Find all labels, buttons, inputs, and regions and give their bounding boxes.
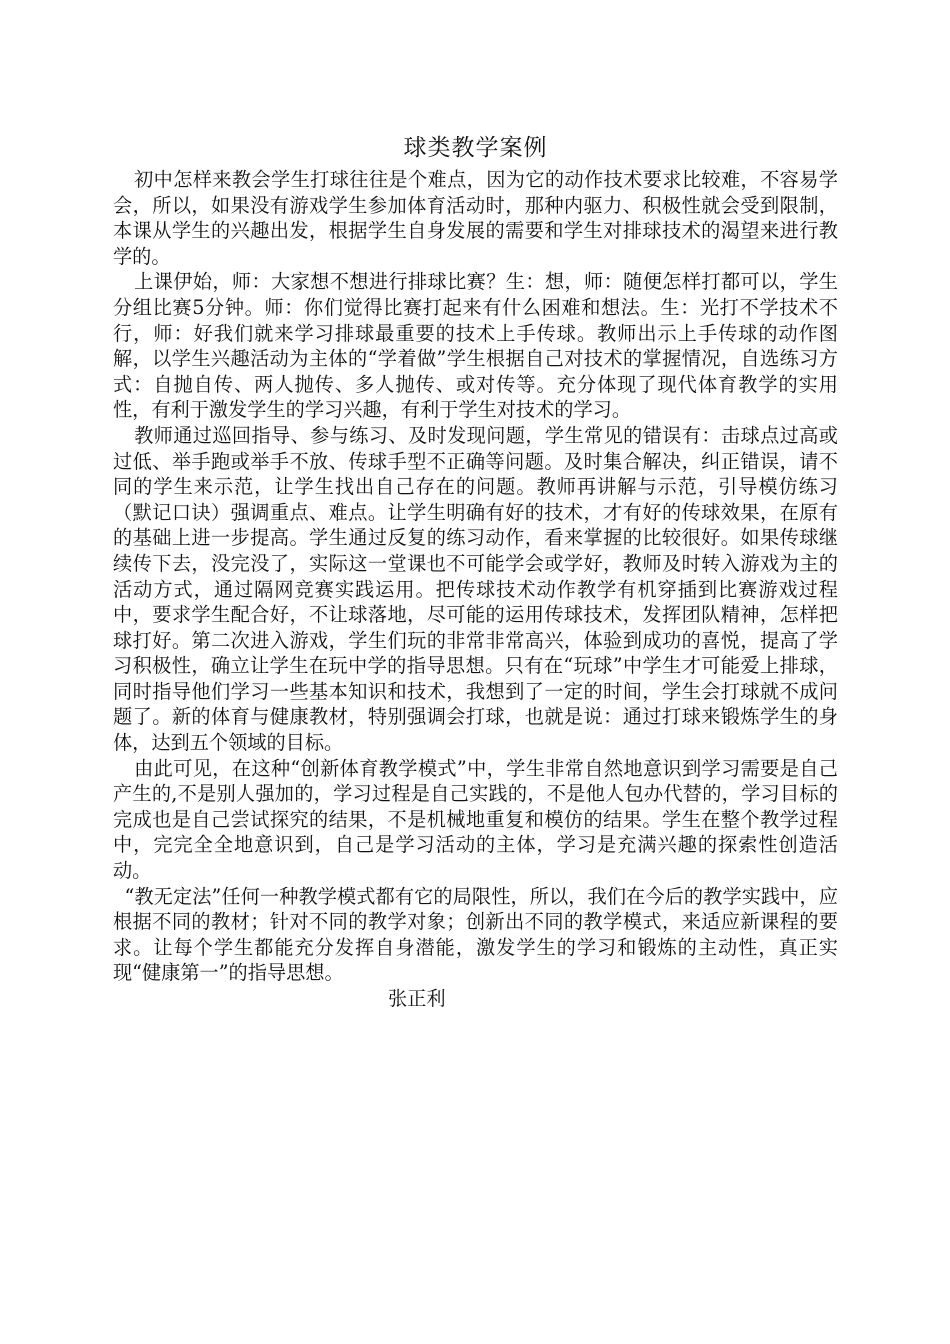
paragraph-class-start: 上课伊始，师：大家想不想进行排球比赛？生：想，师：随便怎样打都可以，学生分组比赛5分钟。师：你们觉得比赛打起来有什么困难和想法。生：光打不学技术不行，师：好我们就来学习排球最重要的技术上手传球。教师出示上手传球的动作图解，以学生兴趣活动为主体的“学着做”学生根据自己对技术的掌握情况，自选练习方式：自抛自传、两人抛传、多人抛传、或对传等。充分体现了现代体育教学的实用性，有利于激发学生的学习兴趣，有利于学生对技术的学习。 xyxy=(113,270,838,422)
author-name: 张正利 xyxy=(388,987,446,1010)
paragraph-conclusion: 由此可见，在这种“创新体育教学模式”中，学生非常自然地意识到学习需要是自己产生的,不是别人强加的，学习过程是自己实践的，不是他人包办代替的，学习目标的完成也是自己尝试探究的结果，不是机械地重复和模仿的结果。学生在整个教学过程中，完完全全地意识到，自己是学习活动的主体，学习是充满兴趣的探索性创造活动。 xyxy=(113,756,838,883)
document-title: 球类教学案例 xyxy=(403,135,548,161)
paragraph-teaching-method: “教无定法”任何一种教学模式都有它的局限性，所以，我们在今后的教学实践中，应根据不同的教材；针对不同的教学对象；创新出不同的教学模式，来适应新课程的要求。让每个学生都能充分发挥自身潜能，激发学生的学习和锻炼的主动性，真正实现“健康第一”的指导思想。 xyxy=(113,884,838,985)
document-body xyxy=(113,131,838,1012)
paragraph-guidance: 教师通过巡回指导、参与练习、及时发现问题，学生常见的错误有：击球点过高或过低、举手跑或举手不放、传球手型不正确等问题。及时集合解决，纠正错误，请不同的学生来示范，让学生找出自己存在的问题。教师再讲解与示范，引导模仿练习（默记口诀）强调重点、难点。让学生明确有好的技术，才有好的传球效果，在原有的基础上进一步提高。学生通过反复的练习动作，看来掌握的比较很好。如果传球继续传下去，没完没了，实际这一堂课也不可能学会或学好，教师及时转入游戏为主的活动方式，通过隔网竞赛实践运用。把传球技术动作教学有机穿插到比赛游戏过程中，要求学生配合好，不让球落地，尽可能的运用传球技术，发挥团队精神，怎样把球打好。第二次进入游戏，学生们玩的非常非常高兴，体验到成功的喜悦，提高了学习积极性，确立让学生在玩中学的指导思想。只有在“玩球”中学生才可能爱上排球，同时指导他们学习一些基本知识和技术，我想到了一定的时间，学生会打球就不成问题了。新的体育与健康教材，特别强调会打球，也就是说：通过打球来锻炼学生的身体，达到五个领域的目标。 xyxy=(113,423,838,755)
paragraph-intro: 初中怎样来教会学生打球往往是个难点，因为它的动作技术要求比较难，不容易学会，所以，如果没有游戏学生参加体育活动时，那种内驱力、积极性就会受到限制，本课从学生的兴趣出发，根据学生自身发展的需要和学生对排球技术的渴望来进行教学的。 xyxy=(113,168,838,268)
